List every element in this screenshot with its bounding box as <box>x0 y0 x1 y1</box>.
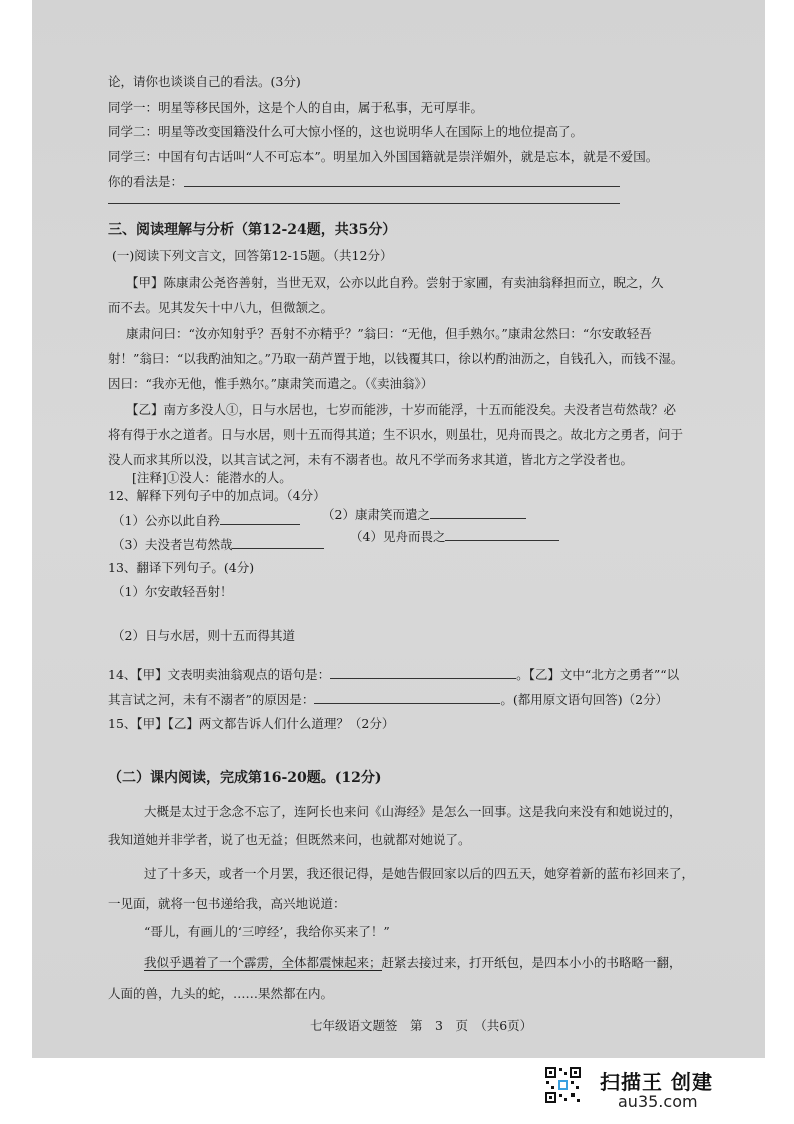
yi-para-1: 【乙】南方多没人①，日与水居也，七岁而能涉，十岁而能浮，十五而能没矣。夫没者岂苟然哉？必 <box>126 402 677 417</box>
q11-answer-line-1[interactable] <box>184 186 620 187</box>
watermark-url: au35.com <box>618 1092 698 1111</box>
q12-blank-2[interactable] <box>430 506 526 519</box>
jia-para-3: 康肃问曰：“汝亦知射乎？吾射不亦精乎？”翁曰：“无他，但手熟尔。”康肃忿然曰：“尔安敢轻吾 <box>126 326 652 341</box>
underlined-sentence: 我似乎遇着了一个霹雳，全体都震悚起来； <box>144 955 382 970</box>
jia-para-1: 【甲】陈康肃公尧咨善射，当世无双，公亦以此自矜。尝射于家圃，有卖油翁释担而立，睨之，久 <box>126 275 664 290</box>
qr-code-icon <box>544 1066 582 1104</box>
q15-title: 15、【甲】【乙】两文都告诉人们什么道理？（2分） <box>108 716 395 731</box>
q12-blank-4[interactable] <box>445 528 559 541</box>
watermark-title: 扫描王 创建 <box>600 1070 713 1094</box>
text-para-1b: 我知道她并非学者，说了也无益；但既然来问，也就都对她说了。 <box>108 832 471 847</box>
text-para-3: “哥儿，有画儿的‘三哼经’，我给你买来了！” <box>144 924 390 939</box>
q13-title: 13、翻译下列句子。(4分) <box>108 560 255 575</box>
q14-line-2: 其言试之河，未有不溺者”的原因是： 。(都用原文语句回答)（2分） <box>108 692 669 707</box>
q12-title: 12、解释下列句子中的加点词。（4分） <box>108 488 326 503</box>
yi-para-3: 没人而求其所以没，以其言试之河，未有不溺者也。故凡不学而务求其道，皆北方之学没者也。 <box>108 452 634 467</box>
q12-item-2: （2）康肃笑而遣之 <box>322 506 526 523</box>
text-para-2a: 过了十多天，或者一个月罢，我还很记得，是她告假回家以后的四五天，她穿着新的蓝布衫回来了， <box>144 866 695 881</box>
yi-para-2: 将有得于水之道者。日与水居，则十五而得其道；生不识水，则虽壮，见舟而畏之。故北方之勇者，问于 <box>108 427 684 442</box>
q12-blank-1[interactable] <box>220 512 300 525</box>
annotation-note: [注释]①没人：能潜水的人。 <box>132 470 292 485</box>
scanner-watermark <box>540 1062 790 1112</box>
exam-page <box>32 0 765 1058</box>
section3-title: 三、阅读理解与分析（第12-24题，共35分） <box>108 222 397 238</box>
page-footer: 七年级语文题签 第 3 页 （共6页） <box>310 1018 533 1033</box>
q12-item-4: （4）见舟而畏之 <box>350 528 559 545</box>
jia-para-2: 而不去。见其发矢十中八九，但微颔之。 <box>108 300 334 315</box>
jia-para-5: 因曰：“我亦无他，惟手熟尔。”康肃笑而遣之。（《卖油翁》） <box>108 376 434 391</box>
q13-item-1: （1）尔安敢轻吾射！ <box>112 584 233 599</box>
q11-student-1: 同学一：明星等移民国外，这是个人的自由，属于私事，无可厚非。 <box>108 100 484 115</box>
q14-blank-2[interactable] <box>314 691 500 704</box>
q12-item-3: （3）夫没者岂苟然哉 <box>112 536 324 553</box>
part2-title: （二）课内阅读，完成第16-20题。(12分) <box>108 770 382 786</box>
q11-intro: 论，请你也谈谈自己的看法。(3分) <box>108 74 301 89</box>
q13-item-2: （2）日与水居，则十五而得其道 <box>112 628 295 643</box>
q14-line-1: 14、【甲】文表明卖油翁观点的语句是： 。【乙】文中“北方之勇者”“以 <box>108 667 680 682</box>
q11-your-view-label: 你的看法是： <box>108 174 184 189</box>
q11-student-3: 同学三：中国有句古话叫“人不可忘本”。明星加入外国国籍就是崇洋媚外，就是忘本，就是不爱国。 <box>108 149 659 164</box>
jia-para-4: 射！”翁曰：“以我酌油知之。”乃取一葫芦置于地，以钱覆其口，徐以杓酌油沥之，自钱孔入，而钱不湿。 <box>108 351 684 366</box>
q12-blank-3[interactable] <box>232 536 324 549</box>
q14-blank-1[interactable] <box>330 666 516 679</box>
text-para-2b: 一见面，就将一包书递给我，高兴地说道： <box>108 896 346 911</box>
q11-student-2: 同学二：明星等改变国籍没什么可大惊小怪的，这也说明华人在国际上的地位提高了。 <box>108 124 584 139</box>
text-para-1a: 大概是太过于念念不忘了，连阿长也来问《山海经》是怎么一回事。这是我向来没有和她说过的， <box>144 804 682 819</box>
q12-item-1: （1）公亦以此自矜 <box>112 512 300 529</box>
text-para-4: 我似乎遇着了一个霹雳，全体都震悚起来；赶紧去接过来，打开纸包，是四本小小的书略略一翻， <box>144 955 682 970</box>
part1-title: (一)阅读下列文言文，回答第12-15题。（共12分） <box>112 248 393 263</box>
q11-answer-line-2[interactable] <box>108 203 620 204</box>
text-para-4b: 人面的兽，九头的蛇，……果然都在内。 <box>108 986 334 1001</box>
